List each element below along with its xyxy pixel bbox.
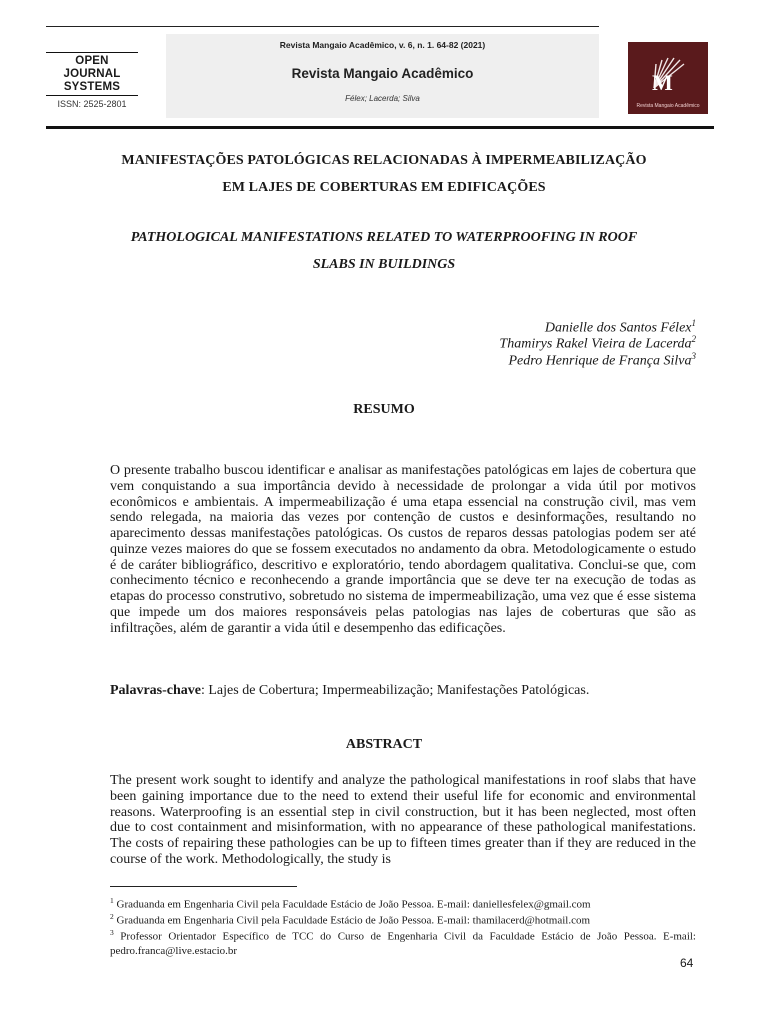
journal-header-box [166, 34, 599, 118]
footnote-number: 3 [110, 928, 114, 937]
footnote-rule [110, 886, 297, 887]
running-authors: Félex; Lacerda; Silva [345, 94, 420, 103]
page-number: 64 [680, 956, 694, 970]
journal-logo [628, 42, 708, 114]
resumo-heading: RESUMO [353, 402, 415, 417]
author-name: Danielle dos Santos Félex [544, 320, 692, 336]
author-footnote-ref[interactable]: 1 [691, 318, 696, 328]
author-2 [499, 334, 696, 353]
title-en-line-1: PATHOLOGICAL MANIFESTATIONS RELATED TO WATERPROOFING IN ROOF [130, 230, 638, 245]
svg-text:M: M [652, 70, 673, 92]
author-footnote-ref[interactable]: 3 [691, 351, 696, 361]
abstract-heading: ABSTRACT [345, 737, 423, 752]
ojs-line: JOURNAL [63, 68, 121, 80]
title-pt-line-2: EM LAJES DE COBERTURAS EM EDIFICAÇÕES [222, 180, 546, 195]
issn: ISSN: 2525-2801 [57, 99, 127, 109]
title-en-line-2: SLABS IN BUILDINGS [312, 257, 456, 272]
abstract-text: The present work sought to identify and analyze the pathological manifestations in roof slabs that have been gaining importance due to the need to extend their useful life for economic and environmental reasons. Waterproofing is an essential step in civil construction, but it has been neglected, most often due to cost containment and misinformation, with no appearance of these pathological manifestations. The costs of repairing these pathologies can be up to fifteen times greater than if they are reduced in the course of the work. Methodologically, the study is [110, 773, 696, 867]
header-bottom-rule [46, 126, 714, 129]
author-3 [509, 351, 697, 370]
footnote-number: 1 [110, 896, 114, 905]
resumo-text: O presente trabalho buscou identificar e analisar as manifestações patológicas em lajes de cobertura que vem conquistando a sua importância devido à necessidade de prolongar a vida útil por motivos econômicos e ambientais. A impermeabilização é uma etapa essencial na construção civil, mas vem sendo relegada, na maioria das vezes por contenção de custos e desinformações, resultando no aparecimento dessas manifestações patológicas. Os custos de reparos dessas patologias podem ser até quinze vezes maiores do que se fossem executados no andamento da obra. Metodologicamente o estudo é de caráter bibliográfico, descritivo e exploratório, tendo abordagem qualitativa. Conclui-se que, com conhecimento técnico e reconhecendo a grande importância que se deve ter na execução de todas as etapas do processo construtivo, sobretudo no sistema de impermeabilização, uma vez que é esse sistema que impede um dos maiores responsáveis pelas patologias nas lajes de coberturas que são as infiltrações, além de garantir a vida útil e desempenho das edificações. [110, 463, 696, 636]
title-pt-line-1: MANIFESTAÇÕES PATOLÓGICAS RELACIONADAS À IMPERMEABILIZAÇÃO [121, 153, 647, 168]
footnote-1 [110, 894, 696, 912]
author-footnote-ref[interactable]: 2 [691, 334, 696, 344]
author-name: Thamirys Rakel Vieira de Lacerda [499, 336, 692, 352]
footnote-text: Graduanda em Engenharia Civil pela Faculdade Estácio de João Pessoa. E-mail: thamilacerd@hotmail.com [113, 914, 591, 927]
ojs-logo [46, 52, 138, 96]
footnote-2 [110, 910, 696, 928]
footnote-text: Professor Orientador Específico de TCC do Curso de Engenharia Civil da Faculdade Estácio de João Pessoa. E-mail: pedro.franca@live.estacio.br [110, 930, 696, 957]
ojs-line: SYSTEMS [63, 81, 121, 93]
header-top-rule [46, 26, 599, 27]
keywords [110, 683, 696, 699]
author-name: Pedro Henrique de França Silva [508, 353, 692, 369]
footnote-3 [110, 926, 696, 958]
ojs-line: OPEN [75, 55, 109, 67]
footnote-text: Graduanda em Engenharia Civil pela Faculdade Estácio de João Pessoa. E-mail: daniellesfelex@gmail.com [113, 898, 591, 911]
book-fan-icon [650, 54, 686, 92]
journal-name: Revista Mangaio Acadêmico [291, 66, 474, 81]
keywords-list: : Lajes de Cobertura; Impermeabilização; Manifestações Patológicas. [200, 683, 590, 698]
journal-citation: Revista Mangaio Acadêmico, v. 6, n. 1. 64-82 (2021) [279, 40, 486, 50]
logo-caption: Revista Mangaio Acadêmico [636, 103, 700, 109]
footnote-number: 2 [110, 912, 114, 921]
keywords-label: Palavras-chave [110, 683, 201, 698]
